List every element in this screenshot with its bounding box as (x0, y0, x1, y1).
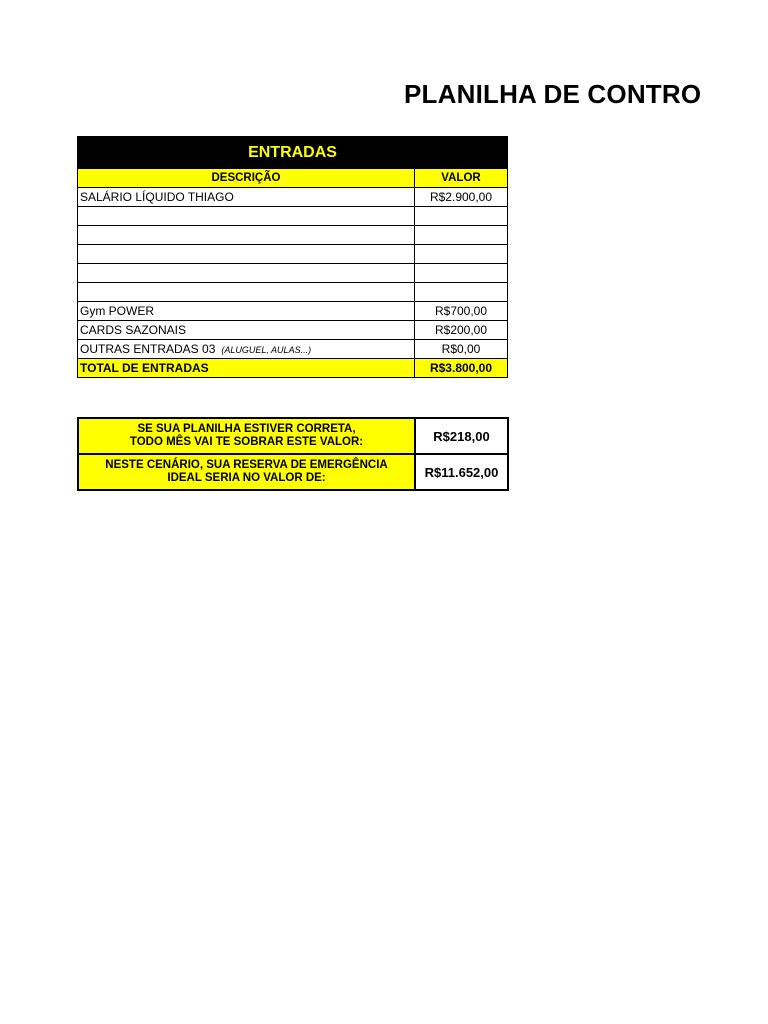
descricao-cell[interactable]: Gym POWER (78, 302, 415, 321)
entradas-table (77, 136, 508, 378)
reserva-line-1: NESTE CENÁRIO, SUA RESERVA DE EMERGÊNCIA (105, 459, 388, 471)
descricao-cell[interactable] (78, 340, 415, 359)
sobra-row (78, 418, 508, 454)
reserva-line-2: IDEAL SERIA NO VALOR DE: (167, 472, 326, 484)
column-header-row (78, 169, 508, 188)
descricao-cell[interactable]: CARDS SAZONAIS (78, 321, 415, 340)
table-row (78, 245, 508, 264)
valor-cell[interactable]: R$0,00 (415, 340, 508, 359)
descricao-text: OUTRAS ENTRADAS 03 (80, 341, 216, 356)
valor-cell[interactable]: R$700,00 (415, 302, 508, 321)
reserva-row (78, 454, 508, 490)
valor-cell[interactable]: R$200,00 (415, 321, 508, 340)
total-label: TOTAL DE ENTRADAS (78, 359, 415, 378)
valor-cell[interactable] (415, 207, 508, 226)
total-valor: R$3.800,00 (415, 359, 508, 378)
table-row (78, 207, 508, 226)
entradas-header-row (78, 137, 508, 169)
entradas-header: ENTRADAS (78, 137, 508, 169)
table-row (78, 340, 508, 359)
table-row (78, 188, 508, 207)
valor-cell[interactable] (415, 245, 508, 264)
table-row (78, 321, 508, 340)
descricao-note: (ALUGUEL, AULAS...) (221, 344, 312, 355)
valor-cell[interactable] (415, 226, 508, 245)
descricao-cell[interactable] (78, 207, 415, 226)
descricao-cell[interactable] (78, 245, 415, 264)
col-valor-header: VALOR (415, 169, 508, 188)
total-row (78, 359, 508, 378)
table-row (78, 302, 508, 321)
sobra-valor: R$218,00 (415, 418, 508, 454)
reserva-valor: R$11.652,00 (415, 454, 508, 490)
valor-cell[interactable] (415, 283, 508, 302)
sobra-line-1: SE SUA PLANILHA ESTIVER CORRETA, (137, 423, 356, 435)
descricao-cell[interactable] (78, 283, 415, 302)
page-title: PLANILHA DE CONTRO (404, 79, 702, 109)
reserva-label (78, 454, 415, 490)
sobra-label (78, 418, 415, 454)
descricao-cell[interactable] (78, 264, 415, 283)
table-row (78, 283, 508, 302)
valor-cell[interactable]: R$2.900,00 (415, 188, 508, 207)
descricao-cell[interactable] (78, 226, 415, 245)
valor-cell[interactable] (415, 264, 508, 283)
col-descricao-header: DESCRIÇÃO (78, 169, 415, 188)
table-row (78, 226, 508, 245)
sobra-line-2: TODO MÊS VAI TE SOBRAR ESTE VALOR: (129, 436, 364, 448)
summary-table (77, 417, 509, 491)
descricao-cell[interactable]: SALÁRIO LÍQUIDO THIAGO (78, 188, 415, 207)
table-row (78, 264, 508, 283)
